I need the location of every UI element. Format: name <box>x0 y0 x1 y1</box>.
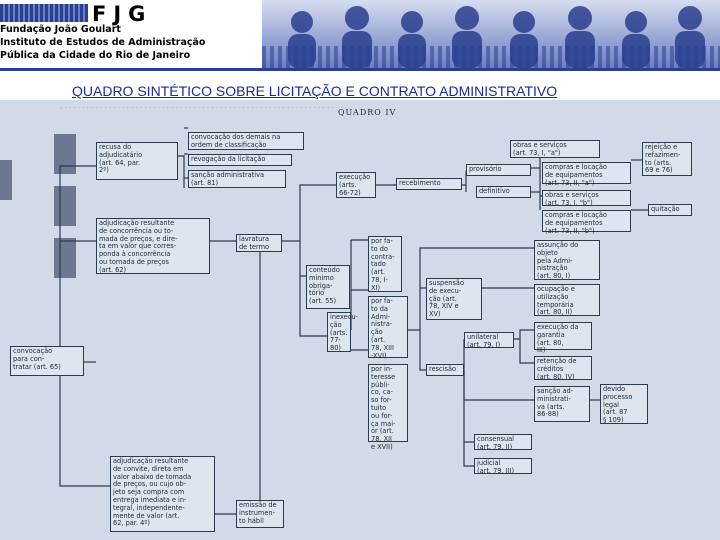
node-consensual: consensual (art. 79, II) <box>474 434 532 450</box>
node-execucao: execução (arts. 66-72) <box>336 172 376 198</box>
node-devido-processo: devido processo legal (art. 87 § 109) <box>600 384 648 424</box>
org-line-1: Fundação João Goulart <box>0 24 121 35</box>
org-line-2: Instituto de Estudos de Administração <box>0 37 206 48</box>
node-sancao-administrativa-2: sanção ad- ministrati- va (arts. 86-88) <box>534 386 590 422</box>
node-rejeicao: rejeição e refazimen- to (arts. 69 e 76) <box>642 142 692 176</box>
node-convocacao-demais: convocação dos demais na ordem de classificação <box>188 132 304 150</box>
node-adjudicacao-resultante: adjudicação resultante de concorrência ou to- mada de preços, e dire- ta em valor que corres- ponda à concorrência ou tomada de preços (art. 62) <box>96 218 210 274</box>
org-line-3: Pública da Cidade do Rio de Janeiro <box>0 50 191 61</box>
node-unilateral: unilateral (art. 79, I) <box>464 332 514 348</box>
node-ocupacao: ocupação e utilização temporária (art. 80, II) <box>534 284 600 316</box>
fjg-logo <box>0 0 262 66</box>
node-obras-servicos-b: obras e serviços (art. 73, I, "b") <box>542 190 631 206</box>
node-sancao-administrativa: sanção administrativa (art. 81) <box>188 170 286 188</box>
slide-title: QUADRO SINTÉTICO SOBRE LICITAÇÃO E CONTRATO ADMINISTRATIVO <box>72 83 558 99</box>
node-definitivo: definitivo <box>476 186 531 198</box>
node-judicial: judicial (art. 79, III) <box>474 458 532 474</box>
node-fato-contratado: por fa- to do contra- tado (art. 78, I- XI) <box>368 236 402 292</box>
node-inexecucao: inexecu- ção (arts. 77-80) <box>327 312 351 352</box>
node-obras-servicos-a: obras e serviços (art. 73, I, "a") <box>510 140 600 158</box>
node-assuncao: assunção do objeto pela Admi- nistração (art. 80, I) <box>534 240 600 280</box>
node-conteudo-minimo: conteúdo mínimo obriga- tório (art. 55) <box>306 265 350 309</box>
node-rescisao: rescisão <box>426 364 464 376</box>
node-compras-a: compras e locação de equipamentos (art. 73, II, "a") <box>542 162 631 184</box>
scanned-diagram <box>0 100 720 540</box>
header <box>0 0 720 68</box>
logo-letters: FJG <box>92 2 153 26</box>
node-fato-administracao: por fa- to da Admi- nistra- ção (art. 78, XIII -XVI) <box>368 296 408 358</box>
node-suspensao: suspensão de execu- ção (art. 78, XIV e XV) <box>426 278 482 320</box>
node-recebimento: recebimento <box>396 178 462 190</box>
node-emissao: emissão de instrumen- to hábil <box>236 500 284 528</box>
node-adjudicacao-convite: adjudicação resultante de convite, direta em valor abaixo de tomada de preços, ou cujo ob- jeto seja compra com entrega imediata e in- tegral, independente- mente de valor (art. 62, par. 4º) <box>110 456 215 532</box>
page-title: QUADRO IV <box>338 108 397 117</box>
node-lavratura: lavratura de termo <box>236 234 282 252</box>
node-provisorio: provisório <box>466 164 531 176</box>
node-retencao: retenção de créditos (art. 80, IV) <box>534 356 592 380</box>
header-people-banner <box>262 0 720 68</box>
header-divider <box>0 68 720 71</box>
background-text: . . . . . . . . . . . . . . . . . . . . . . . . . . . . . . . . . . . . . . . . . . . . . . . . . . . . . . . . . . . . . . . . . <box>60 102 348 110</box>
node-compras-b: compras e locação de equipamentos (art. 73, II, "b") <box>542 210 631 232</box>
node-revogacao: revogação da licitação <box>188 154 292 166</box>
node-interesse-publico: por in- teresse públi- co, ca- so for- tuito ou for- ça mai- or (art. 78, XII e XVII) <box>368 364 408 442</box>
logo-stripes <box>0 4 88 22</box>
node-recusa: recusa do adjudicatário (art. 64, par. 2º) <box>96 142 178 180</box>
node-quitacao: quitação <box>648 204 692 216</box>
people-silhouettes-icon <box>262 0 720 68</box>
node-convocacao: convocação para con- tratar (art. 65) <box>10 346 84 376</box>
node-execucao-garantia: execução da garantia (art. 80, III) <box>534 322 592 350</box>
